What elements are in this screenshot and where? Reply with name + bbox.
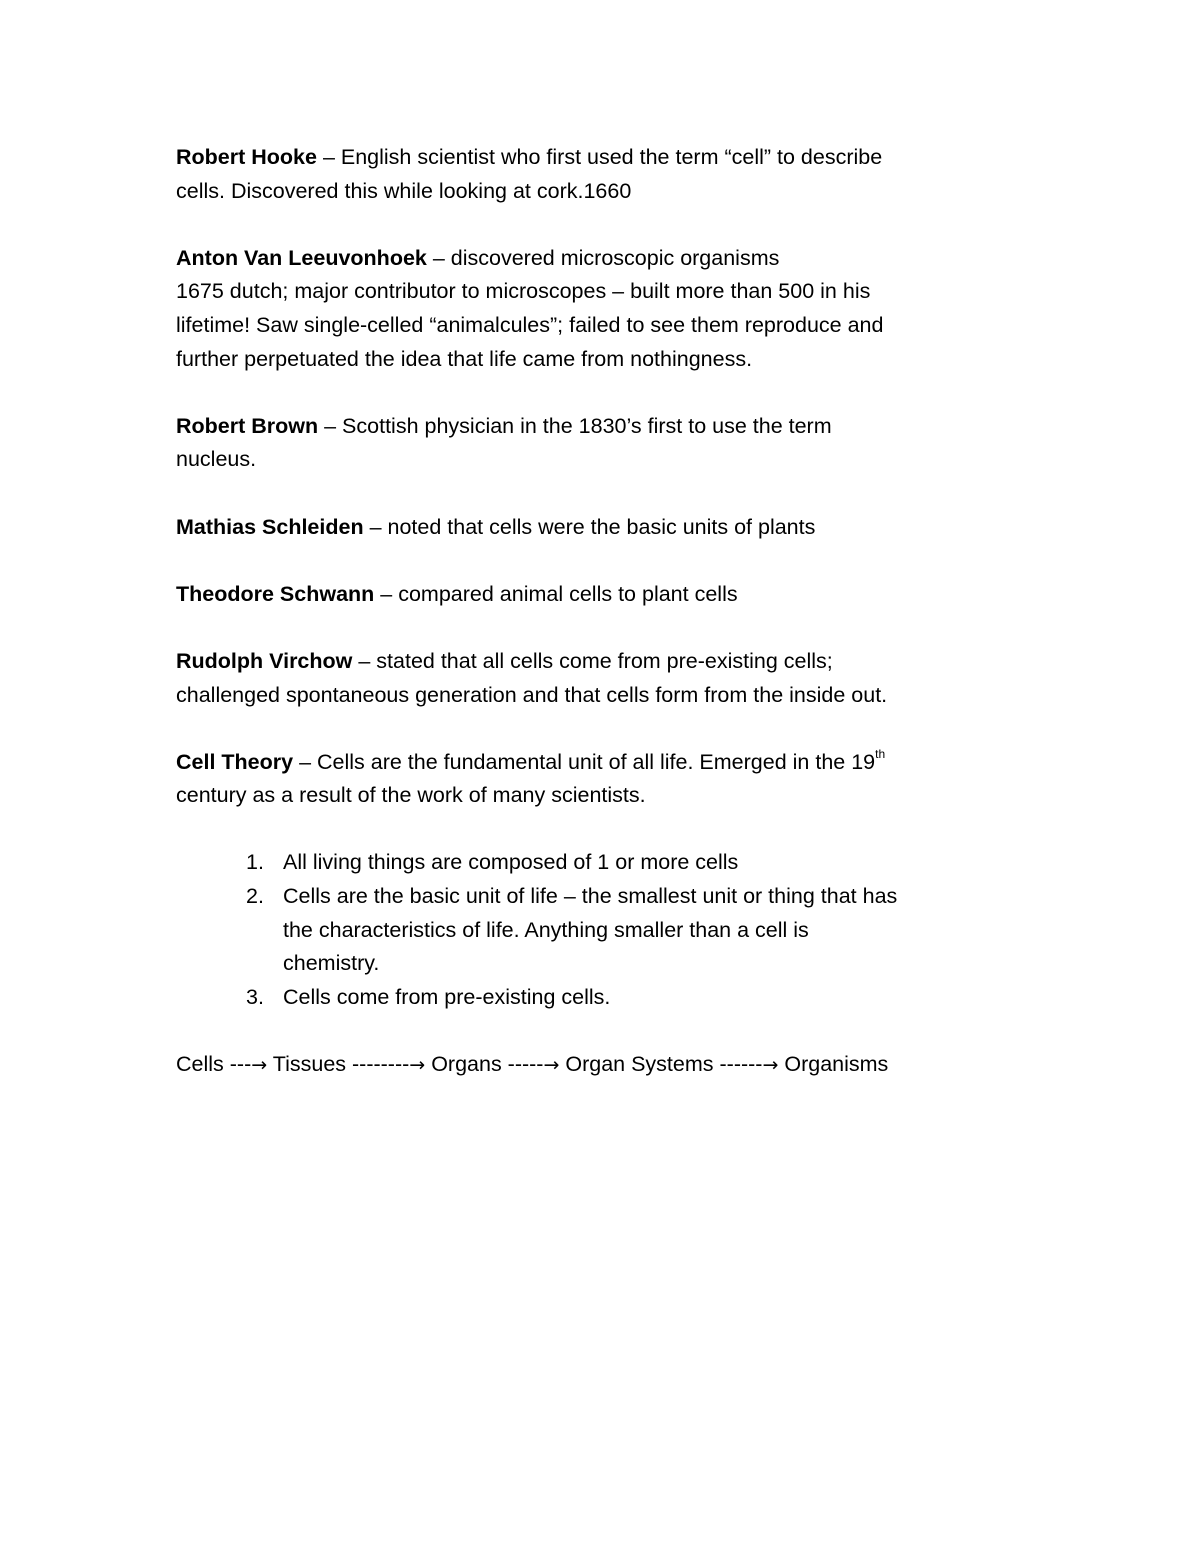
list-number: 2. — [246, 884, 264, 909]
entry-robert-hooke — [176, 141, 1036, 208]
entry-text: lifetime! Saw single-celled “animalcules”; failed to see them reproduce and — [176, 312, 884, 337]
entry-line — [176, 511, 1036, 545]
flow-item: Organ Systems ------ — [559, 1052, 763, 1077]
entry-line — [176, 746, 1036, 780]
entry-text: – compared animal cells to plant cells — [374, 581, 738, 606]
entry-robert-brown — [176, 410, 1036, 477]
entry-line — [176, 578, 1036, 612]
entry-text: 1675 dutch; major contributor to microscopes – built more than 500 in his — [176, 279, 871, 304]
flow-item: Organs ----- — [425, 1052, 544, 1077]
right-arrow-icon: → — [762, 1054, 779, 1077]
entry-text: – Scottish physician in the 1830’s first to use the term — [318, 413, 832, 438]
entry-term: Cell Theory — [176, 749, 294, 774]
flow-item: Tissues -------- — [267, 1052, 410, 1077]
entry-text: challenged spontaneous generation and that cells form from the inside out. — [176, 682, 888, 707]
entry-text: – Cells are the fundamental unit of all life. Emerged in the 19 — [293, 749, 876, 774]
entry-rudolph-virchow — [176, 645, 1036, 712]
document-body — [176, 141, 1036, 1104]
list-text: Cells come from pre-existing cells. — [283, 984, 611, 1009]
list-item — [176, 981, 1036, 1015]
organization-flow — [176, 1048, 1036, 1083]
right-arrow-icon: → — [543, 1054, 560, 1077]
entry-text: cells. Discovered this while looking at cork.1660 — [176, 178, 632, 203]
entry-text: – stated that all cells come from pre-existing cells; — [352, 648, 833, 673]
flow-item: Organisms — [778, 1052, 889, 1077]
entry-term: Robert Brown — [176, 413, 319, 438]
entry-theodore-schwann — [176, 578, 1036, 612]
entry-cell-theory — [176, 746, 1036, 813]
entry-term: Theodore Schwann — [176, 581, 375, 606]
entry-text: – noted that cells were the basic units of plants — [363, 514, 816, 539]
entry-term: Anton Van Leeuvonhoek — [176, 245, 427, 270]
entry-text: – English scientist who first used the term “cell” to describe — [316, 145, 883, 169]
entry-term: Rudolph Virchow — [176, 648, 353, 673]
cell-theory-list — [176, 846, 1036, 1014]
entry-mathias-schleiden — [176, 511, 1036, 545]
entry-line — [176, 141, 1036, 175]
entry-text: nucleus. — [176, 447, 257, 472]
superscript-ordinal: th — [875, 746, 886, 761]
entry-text: – discovered microscopic organisms — [426, 245, 780, 270]
entry-line — [176, 242, 1036, 276]
entry-term: Mathias Schleiden — [176, 514, 364, 539]
right-arrow-icon: → — [409, 1054, 426, 1077]
flow-item: Cells --- — [176, 1052, 252, 1077]
entry-line — [176, 645, 1036, 679]
right-arrow-icon: → — [251, 1054, 268, 1077]
entry-text: century as a result of the work of many scientists. — [176, 783, 646, 808]
entry-term: Robert Hooke — [176, 145, 317, 169]
list-number: 1. — [246, 850, 264, 875]
list-text: Cells are the basic unit of life – the smallest unit or thing that has — [283, 884, 898, 909]
entry-text: further perpetuated the idea that life came from nothingness. — [176, 346, 753, 371]
list-item — [176, 846, 1036, 880]
list-item — [176, 880, 1036, 981]
entry-anton-van-leeuvonhoek — [176, 242, 1036, 376]
list-number: 3. — [246, 984, 264, 1009]
entry-line — [176, 410, 1036, 444]
list-text: chemistry. — [283, 951, 380, 976]
list-text: the characteristics of life. Anything smaller than a cell is — [283, 917, 809, 942]
list-text: All living things are composed of 1 or more cells — [283, 850, 739, 875]
